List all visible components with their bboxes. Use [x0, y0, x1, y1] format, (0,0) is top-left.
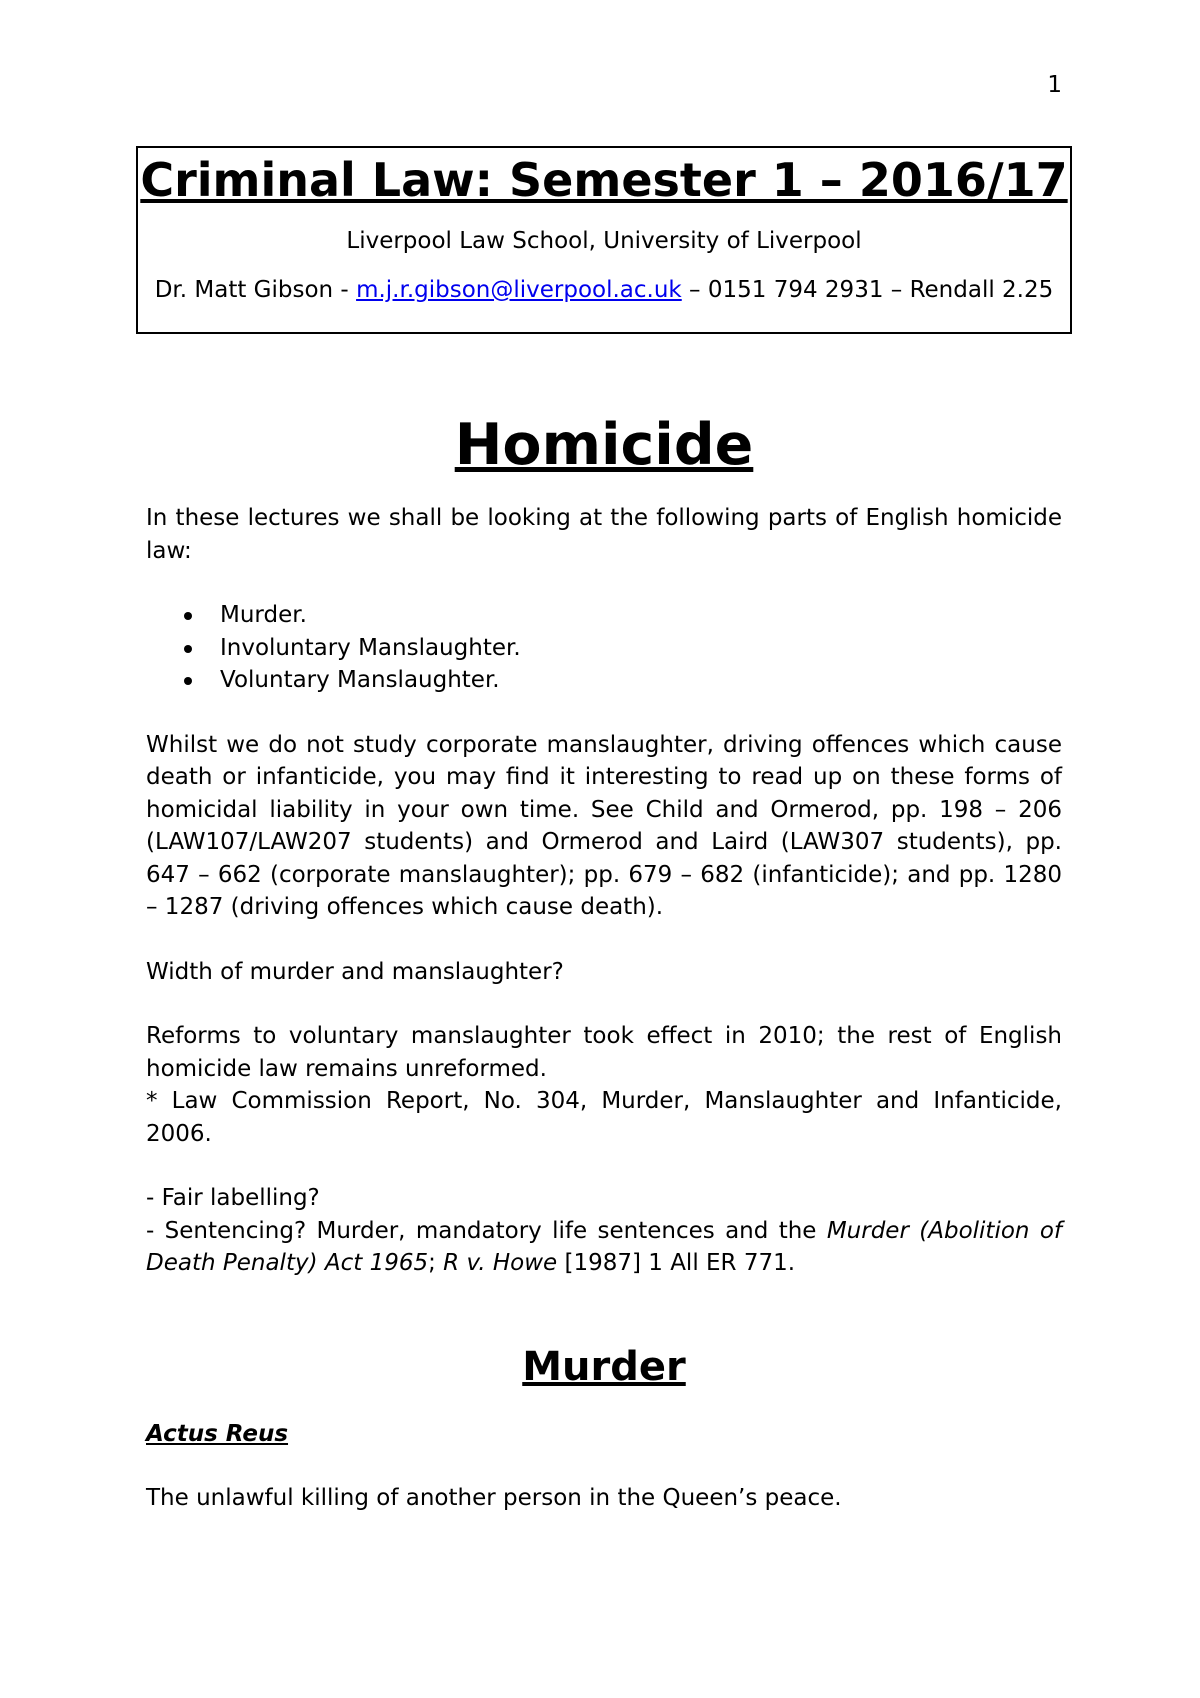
whilst-paragraph: Whilst we do not study corporate manslaughter, driving offences which cause death or infanticide, you may find it interesting to read up on these forms of homicidal liability in your own time. See Child and Ormerod, pp. 198 – 206 (LAW107/LAW207 students) and Ormerod and Laird (LAW307 students), pp. 647 – 662 (corporate manslaughter); pp. 679 – 682 (infanticide); and pp. 1280 – 1287 (driving offences which cause death).	[146, 731, 1062, 920]
course-title: Criminal Law: Semester 1 – 2016/17	[140, 153, 1068, 207]
sentencing-citation: [1987] 1 All ER 771.	[557, 1250, 796, 1276]
sentencing-note	[146, 1215, 1062, 1280]
list-item: Voluntary Manslaughter.	[220, 664, 1062, 697]
main-content	[146, 410, 1062, 1515]
course-header-box	[136, 146, 1072, 334]
law-commission-note: * Law Commission Report, No. 304, Murder, Manslaughter and Infanticide, 2006.	[146, 1088, 1062, 1147]
homicide-title: Homicide	[454, 412, 754, 478]
school-line: Liverpool Law School, University of Liverpool	[346, 228, 862, 254]
sentencing-separator: ;	[428, 1250, 444, 1276]
intro-paragraph: In these lectures we shall be looking at the following parts of English homicide law:	[146, 505, 1062, 564]
murder-title: Murder	[522, 1343, 686, 1390]
actus-reus-heading: Actus Reus	[146, 1420, 289, 1447]
sentencing-act: Murder (Abolition of Death Penalty) Act 1965	[146, 1217, 1063, 1276]
fair-labelling-note: - Fair labelling?	[146, 1185, 320, 1211]
list-item: Murder.	[220, 599, 1062, 632]
sentencing-prefix: - Sentencing? Murder, mandatory life sentences and the	[146, 1217, 827, 1244]
lecturer-name: Dr. Matt Gibson -	[154, 277, 357, 303]
reforms-paragraph: Reforms to voluntary manslaughter took effect in 2010; the rest of English homicide law remains unreformed.	[146, 1023, 1062, 1082]
list-item: Involuntary Manslaughter.	[220, 632, 1062, 665]
sentencing-case: R v. Howe	[443, 1250, 558, 1276]
page-number: 1	[1047, 72, 1062, 98]
actus-reus-text: The unlawful killing of another person in the Queen’s peace.	[146, 1485, 842, 1511]
width-question: Width of murder and manslaughter?	[146, 958, 564, 985]
email-link[interactable]: m.j.r.gibson@liverpool.ac.uk	[356, 277, 682, 303]
contact-details: – 0151 794 2931 – Rendall 2.25	[681, 277, 1054, 303]
topics-list	[146, 599, 1062, 697]
contact-line	[152, 276, 1056, 304]
